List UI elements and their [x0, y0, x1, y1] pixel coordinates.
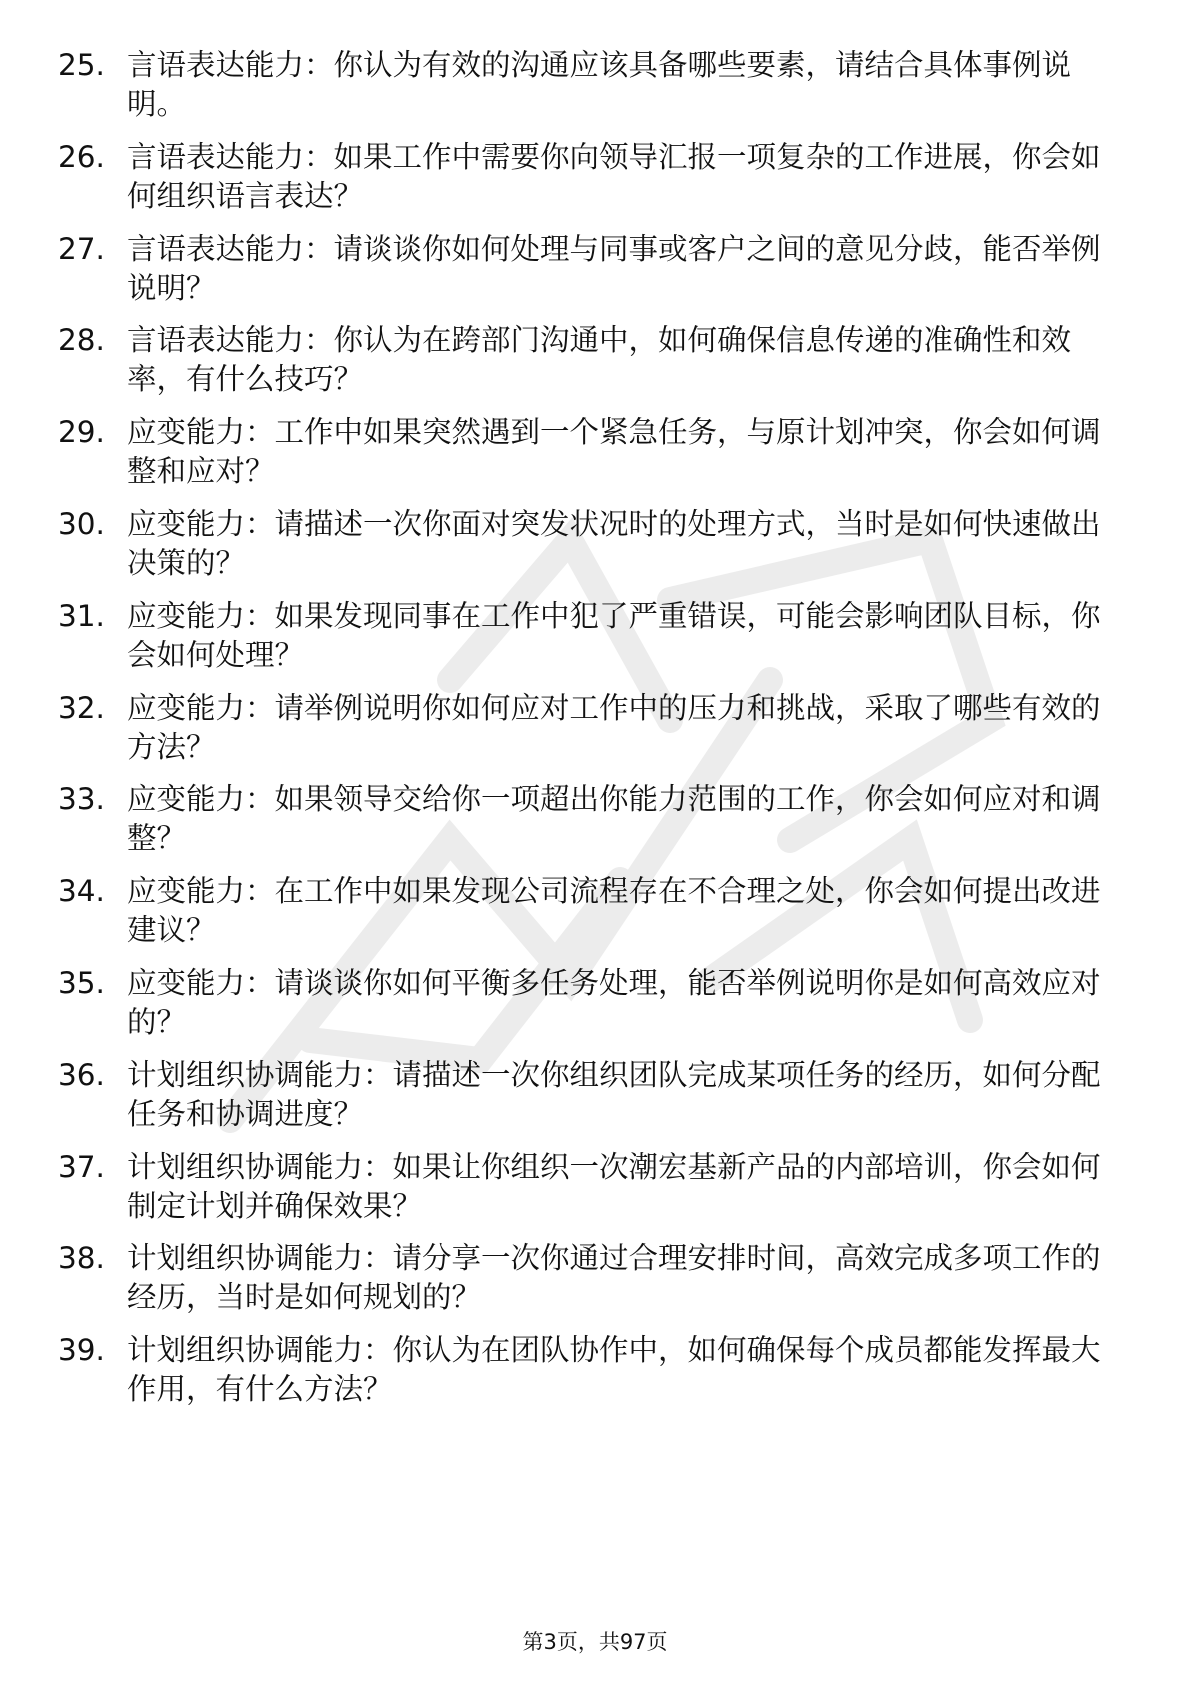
list-item: [58, 138, 1118, 216]
question-text: 计划组织协调能力：你认为在团队协作中，如何确保每个成员都能发挥最大作用，有什么方法？: [127, 1333, 1101, 1407]
question-text: 应变能力：请描述一次你面对突发状况时的处理方式，当时是如何快速做出决策的？: [127, 506, 1101, 580]
question-number: 39.: [58, 1333, 105, 1368]
list-item: [58, 46, 1118, 124]
question-number: 25.: [58, 48, 105, 82]
list-item: [58, 1148, 1118, 1226]
question-text: 应变能力：工作中如果突然遇到一个紧急任务，与原计划冲突，你会如何调整和应对？: [127, 415, 1101, 489]
list-item: [58, 597, 1118, 675]
question-number: 28.: [58, 323, 105, 358]
question-number: 35.: [58, 965, 105, 1000]
question-list: [58, 46, 1118, 1423]
list-item: [58, 321, 1118, 399]
question-number: 29.: [58, 415, 105, 450]
list-item: [58, 780, 1118, 858]
question-text: 计划组织协调能力：请描述一次你组织团队完成某项任务的经历，如何分配任务和协调进度？: [127, 1057, 1101, 1131]
question-text: 计划组织协调能力：如果让你组织一次潮宏基新产品的内部培训，你会如何制定计划并确保效果？: [127, 1149, 1101, 1223]
question-number: 32.: [58, 690, 105, 725]
list-item: [58, 872, 1118, 950]
question-number: 27.: [58, 231, 105, 266]
question-text: 应变能力：在工作中如果发现公司流程存在不合理之处，你会如何提出改进建议？: [127, 874, 1101, 948]
list-item: [58, 689, 1118, 767]
question-text: 应变能力：如果领导交给你一项超出你能力范围的工作，你会如何应对和调整？: [127, 782, 1101, 856]
question-number: 34.: [58, 874, 105, 909]
question-text: 应变能力：请谈谈你如何平衡多任务处理，能否举例说明你是如何高效应对的？: [127, 965, 1101, 1039]
question-text: 应变能力：请举例说明你如何应对工作中的压力和挑战，采取了哪些有效的方法？: [127, 690, 1101, 764]
question-number: 31.: [58, 598, 105, 633]
list-item: [58, 1331, 1118, 1409]
page-number-label: 第3页，共97页: [522, 1630, 668, 1654]
question-number: 30.: [58, 506, 105, 541]
question-number: 33.: [58, 782, 105, 817]
list-item: [58, 413, 1118, 491]
question-number: 26.: [58, 139, 105, 174]
question-text: 言语表达能力：请谈谈你如何处理与同事或客户之间的意见分歧，能否举例说明？: [127, 231, 1101, 305]
list-item: [58, 230, 1118, 308]
list-item: [58, 1239, 1118, 1317]
question-text: 言语表达能力：你认为在跨部门沟通中，如何确保信息传递的准确性和效率，有什么技巧？: [127, 323, 1072, 397]
list-item: [58, 1056, 1118, 1134]
question-text: 言语表达能力：如果工作中需要你向领导汇报一项复杂的工作进展，你会如何组织语言表达？: [127, 139, 1101, 213]
question-number: 37.: [58, 1149, 105, 1184]
question-text: 应变能力：如果发现同事在工作中犯了严重错误，可能会影响团队目标，你会如何处理？: [127, 598, 1101, 672]
list-item: [58, 505, 1118, 583]
question-number: 36.: [58, 1057, 105, 1092]
question-text: 计划组织协调能力：请分享一次你通过合理安排时间，高效完成多项工作的经历，当时是如何规划的？: [127, 1241, 1101, 1315]
question-number: 38.: [58, 1241, 105, 1276]
page-footer: [0, 1628, 1190, 1656]
list-item: [58, 964, 1118, 1042]
question-text: 言语表达能力：你认为有效的沟通应该具备哪些要素，请结合具体事例说明。: [127, 48, 1072, 121]
